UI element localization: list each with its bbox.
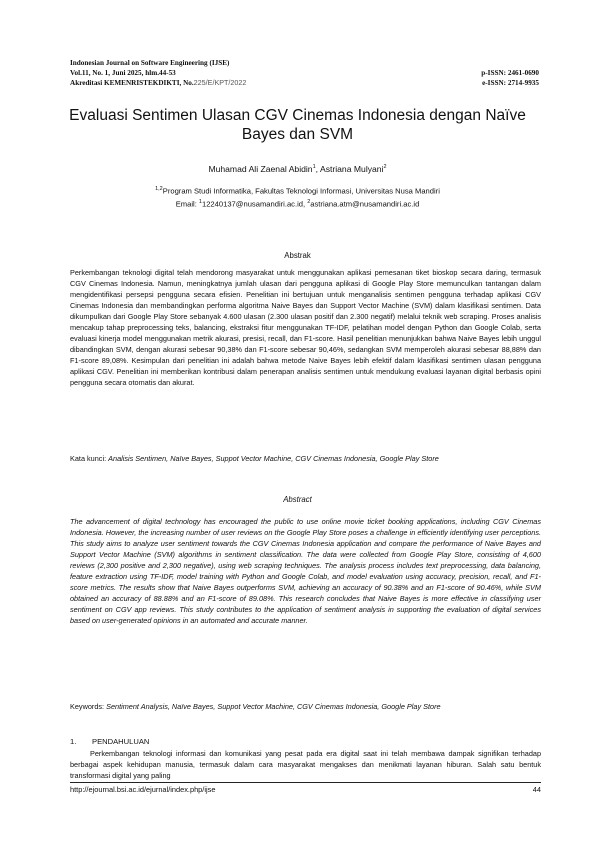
accreditation-label: Akreditasi KEMENRISTEKDIKTI, No. <box>70 79 194 87</box>
abstrak-body: Perkembangan teknologi digital telah mendorong masyarakat untuk menggunakan aplikasi pemesanan tiket bioskop secara daring, termasuk CGV Cinemas Indonesia. Namun, meningkatnya jumlah ulasan dari pengguna aplikasi di Google Play Store memunculkan tantangan dalam mengidentifikasi persepsi pengguna secara efisien. Penelitian ini bertujuan untuk menganalisis sentimen pengguna terhadap aplikasi CGV Cinemas Indonesia dan membandingkan performa algoritma Naive Bayes dan Support Vector Machine (SVM) dalam klasifikasi sentimen. Data dikumpulkan dari Google Play Store sebanyak 4.600 ulasan (2.300 ulasan positif dan 2.300 negatif) melalui teknik web scraping. Proses analisis mencakup tahap preprocessing teks, balancing, ekstraksi fitur menggunakan TF-IDF, pelatihan model dengan Python dan Google Colab, serta evaluasi kinerja model menggunakan metrik akurasi, presisi, recall, dan F1-score. Hasil penelitian menunjukkan bahwa Naive Bayes lebih unggul dibandingkan SVM, dengan akurasi sebesar 90,38% dan F1-score sebesar 90,46%, sedangkan SVM memperoleh akurasi sebesar 88,88% dan F1-score 89,08%. Kesimpulan dari penelitian ini adalah bahwa metode Naive Bayes lebih efektif dalam klasifikasi sentimen ulasan pengguna aplikasi CGV. Penelitian ini memberikan kontribusi dalam penerapan analisis sentimen untuk mendukung evaluasi layanan digital berbasis opini pengguna secara otomatis dan akurat. <box>70 268 541 387</box>
journal-name: Indonesian Journal on Software Engineering (IJSE) <box>70 59 230 67</box>
email-1[interactable]: 12240137@nusamandiri.ac.id, <box>201 199 308 209</box>
author-2-sup: 2 <box>383 164 387 171</box>
email-prefix: Email: <box>175 199 199 209</box>
author-1-sup: 1 <box>312 164 316 171</box>
electronic-issn: e-ISSN: 2714-9935 <box>482 79 539 87</box>
section-heading-introduction <box>70 737 149 746</box>
abstract-keywords-values: Sentiment Analysis, Naïve Bayes, Suppot Vector Machine, CGV Cinemas Indonesia, Google Play Store <box>106 702 441 711</box>
abstract-keywords-label: Keywords: <box>70 702 107 711</box>
journal-volume: Vol.11, No. 1, Juni 2025, hlm.44-53 <box>70 69 176 77</box>
abstrak-heading: Abstrak <box>284 251 311 260</box>
abstract-body: The advancement of digital technology has encouraged the public to use online movie ticket booking applications, including CGV Cinemas Indonesia. However, the increasing number of user reviews on the Google Play Store poses a challenge in efficiently identifying user perceptions. This study aims to analyze user sentiment towards the CGV Cinemas Indonesia application and compare the performance of Naive Bayes and Support Vector Machine (SVM) algorithms in sentiment classification. The data were collected from Google Play Store, consisting of 4,600 reviews (2,300 positive and 2,300 negative), using web scraping techniques. The analysis process includes text preprocessing, data balancing, feature extraction using TF-IDF, model training with Python and Google Colab, and model evaluation using accuracy, precision, recall, and F1-score metrics. The results show that Naive Bayes outperforms SVM, achieving an accuracy of 90.38% and an F1-score of 90.46%, while SVM obtained an accuracy of 88.88% and an F1-score of 89.08%. This research concludes that Naive Bayes is more effective in classifying user sentiment on CGV app reviews. This study contributes to the application of sentiment analysis in supporting the evaluation of digital services based on user-generated opinions in an automated and accurate manner. <box>70 517 541 625</box>
abstrak-keywords-values: Analisis Sentimen, Naïve Bayes, Suppot Vector Machine, CGV Cinemas Indonesia, Google Play Store <box>108 454 439 463</box>
author-separator: , <box>315 164 320 174</box>
abstract-heading: Abstract <box>283 495 312 504</box>
abstrak-keywords-label: Kata kunci: <box>70 454 109 463</box>
page-number: 44 <box>532 785 541 794</box>
affiliation-line <box>60 184 535 197</box>
abstract-keywords <box>70 701 541 712</box>
abstrak-keywords <box>70 453 541 464</box>
accreditation-number: 225/E/KPT/2022 <box>193 78 247 87</box>
email-line <box>60 197 535 210</box>
author-1: Muhamad Ali Zaenal Abidin <box>208 164 313 174</box>
affiliation-sup: 1,2 <box>155 186 163 192</box>
footer-url-link[interactable]: http://ejournal.bsi.ac.id/ejurnal/index.php/ijse <box>70 785 216 794</box>
affiliation-block <box>60 184 535 209</box>
journal-accreditation <box>70 78 246 88</box>
paper-title: Evaluasi Sentimen Ulasan CGV Cinemas Indonesia dengan Naïve Bayes dan SVM <box>69 107 526 143</box>
section-number: 1. <box>70 737 77 746</box>
affiliation-text: Program Studi Informatika, Fakultas Teknologi Informasi, Universitas Nusa Mandiri <box>162 186 440 196</box>
print-issn: p-ISSN: 2461-0690 <box>481 69 539 77</box>
author-2: Astriana Mulyani <box>319 164 384 174</box>
email-1-sup: 1 <box>198 198 202 205</box>
introduction-body: Perkembangan teknologi informasi dan komunikasi yang pesat pada era digital saat ini telah membawa dampak signifikan terhadap berbagai aspek kehidupan manusia, termasuk dalam cara masyarakat mengakses dan menikmati layanan hiburan. Salah satu bentuk transformasi digital yang paling <box>70 749 541 780</box>
author-list <box>60 164 535 174</box>
email-2[interactable]: astriana.atm@nusamandiri.ac.id <box>310 199 420 209</box>
footer-divider <box>70 782 541 783</box>
section-title: PENDAHULUAN <box>92 737 150 746</box>
email-2-sup: 2 <box>307 198 311 205</box>
